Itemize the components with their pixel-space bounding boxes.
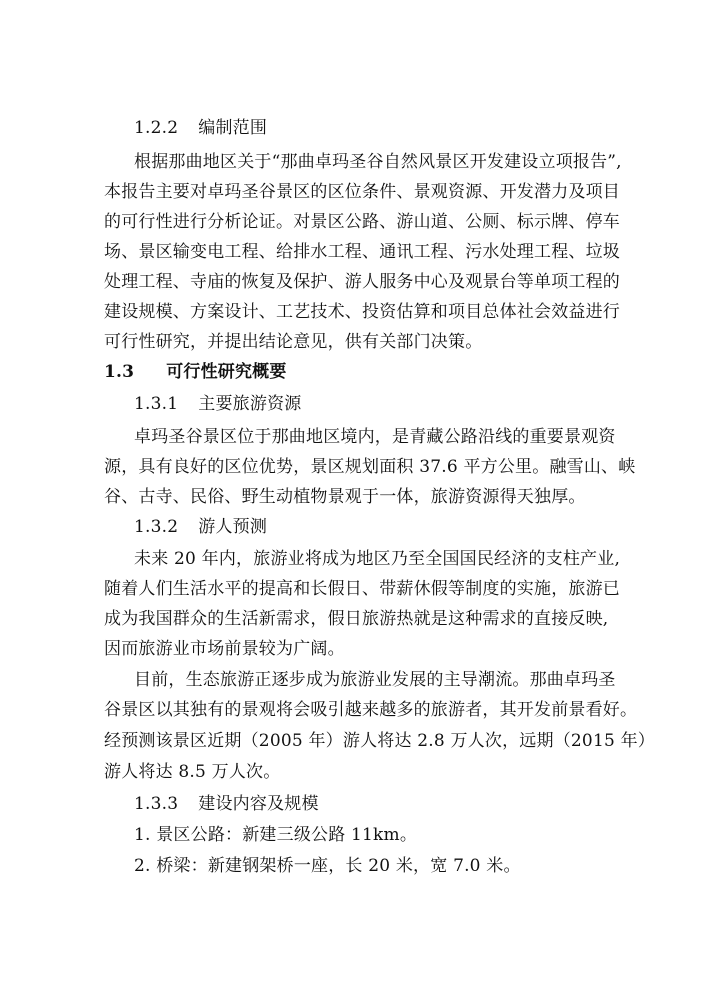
paragraph-line: 成为我国群众的生活新需求，假日旅游热就是这种需求的直接反映, bbox=[104, 609, 609, 629]
paragraph-line: 可行性研究，并提出结论意见，供有关部门决策。 bbox=[104, 332, 483, 352]
list-item: 2. 桥梁：新建钢架桥一座，长 20 米，宽 7.0 米。 bbox=[134, 856, 521, 876]
heading-text: 可行性研究概要 bbox=[166, 362, 287, 382]
heading-1-3-2 bbox=[134, 517, 654, 537]
heading-1-3-1 bbox=[134, 394, 654, 414]
paragraph-line: 卓玛圣谷景区位于那曲地区境内，是青藏公路沿线的重要景观资 bbox=[134, 427, 616, 447]
paragraph-line: 谷、古寺、民俗、野生动植物景观于一体，旅游资源得天独厚。 bbox=[104, 487, 586, 507]
paragraph-line: 未来 20 年内，旅游业将成为地区乃至全国国民经济的支柱产业, bbox=[134, 549, 621, 569]
paragraph-line: 经预测该景区近期（2005 年）游人将达 2.8 万人次，远期（2015 年） bbox=[104, 731, 655, 751]
heading-number: 1.3.2 bbox=[134, 517, 179, 537]
heading-text: 主要旅游资源 bbox=[198, 394, 302, 414]
paragraph-line: 因而旅游业市场前景较为广阔。 bbox=[104, 639, 345, 659]
heading-text: 建设内容及规模 bbox=[198, 794, 319, 814]
paragraph-line: 根据那曲地区关于“那曲卓玛圣谷自然风景区开发建设立项报告”, bbox=[134, 152, 622, 172]
paragraph-line: 建设规模、方案设计、工艺技术、投资估算和项目总体社会效益进行 bbox=[104, 302, 620, 322]
heading-number: 1.3 bbox=[104, 362, 135, 382]
paragraph-line: 游人将达 8.5 万人次。 bbox=[104, 762, 281, 782]
list-item: 1. 景区公路：新建三级公路 11km。 bbox=[134, 825, 418, 845]
heading-1-2-2 bbox=[134, 118, 654, 138]
paragraph-line: 本报告主要对卓玛圣谷景区的区位条件、景观资源、开发潜力及项目 bbox=[104, 182, 620, 202]
heading-number: 1.2.2 bbox=[134, 118, 179, 138]
paragraph-line: 目前，生态旅游正逐步成为旅游业发展的主导潮流。那曲卓玛圣 bbox=[134, 670, 616, 690]
heading-text: 编制范围 bbox=[198, 118, 268, 138]
paragraph-line: 源，具有良好的区位优势，景区规划面积 37.6 平方公里。融雪山、峡 bbox=[104, 457, 636, 477]
paragraph-line: 随着人们生活水平的提高和长假日、带薪休假等制度的实施，旅游已 bbox=[104, 579, 620, 599]
heading-1-3-3 bbox=[134, 794, 654, 814]
heading-1-3 bbox=[104, 362, 624, 382]
paragraph-line: 场、景区输变电工程、给排水工程、通讯工程、污水处理工程、垃圾 bbox=[104, 242, 620, 262]
paragraph-line: 处理工程、寺庙的恢复及保护、游人服务中心及观景台等单项工程的 bbox=[104, 272, 620, 292]
heading-number: 1.3.3 bbox=[134, 794, 179, 814]
heading-number: 1.3.1 bbox=[134, 394, 179, 414]
paragraph-line: 的可行性进行分析论证。对景区公路、游山道、公厕、标示牌、停车 bbox=[104, 212, 620, 232]
paragraph-line: 谷景区以其独有的景观将会吸引越来越多的旅游者，其开发前景看好。 bbox=[104, 700, 638, 720]
heading-text: 游人预测 bbox=[198, 517, 268, 537]
